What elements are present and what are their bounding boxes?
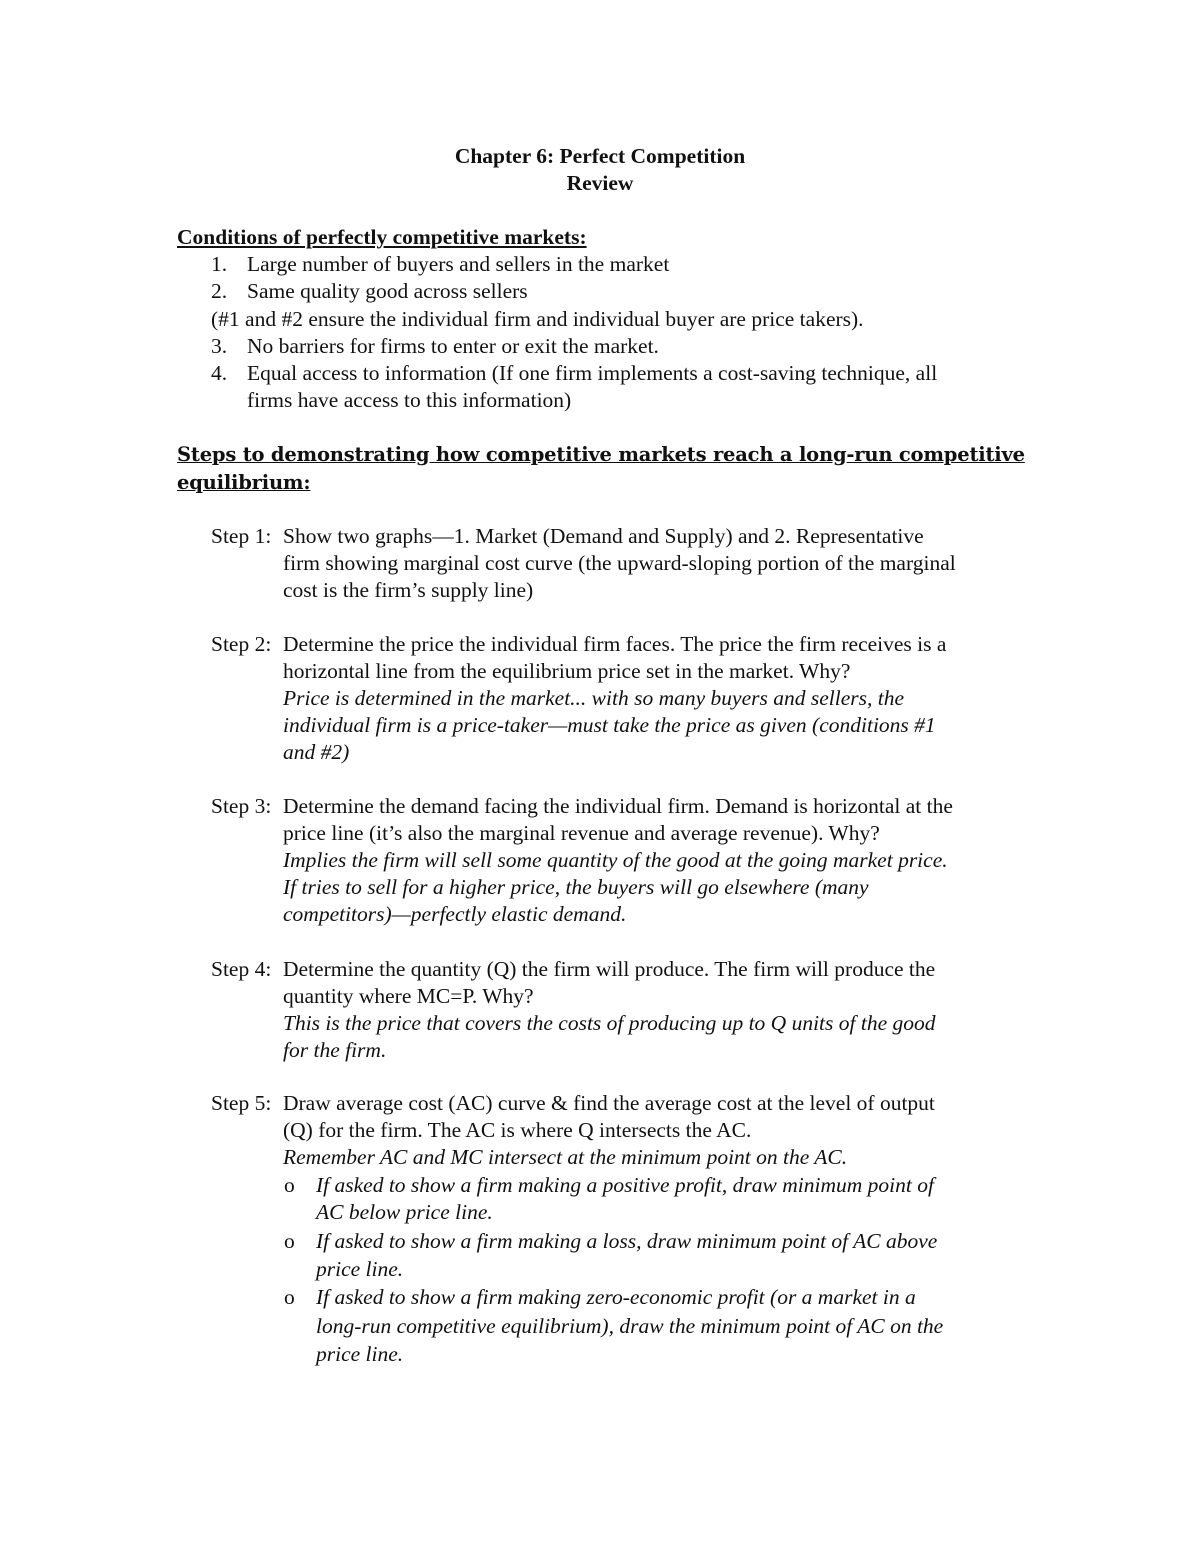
bullet-marker: o bbox=[284, 1173, 295, 1197]
condition-text: No barriers for firms to enter or exit the market. bbox=[247, 334, 659, 358]
step-label: Step 1: bbox=[211, 524, 272, 548]
step-line: (Q) for the firm. The AC is where Q intersects the AC. bbox=[283, 1118, 752, 1142]
step-line: firm showing marginal cost curve (the upward-sloping portion of the marginal bbox=[283, 551, 956, 575]
condition-number: 3. bbox=[211, 334, 228, 358]
step-explanation: individual firm is a price-taker—must take the price as given (conditions #1 bbox=[283, 713, 936, 737]
bullet-text: long-run competitive equilibrium), draw the minimum point of AC on the bbox=[316, 1314, 944, 1338]
bullet-text: If asked to show a firm making a loss, draw minimum point of AC above bbox=[316, 1229, 938, 1253]
step-line: price line (it’s also the marginal revenue and average revenue). Why? bbox=[283, 821, 880, 845]
conditions-note: (#1 and #2 ensure the individual firm and individual buyer are price takers). bbox=[211, 307, 864, 331]
step-label: Step 3: bbox=[211, 794, 272, 818]
bullet-text: If asked to show a firm making zero-economic profit (or a market in a bbox=[316, 1285, 916, 1309]
page-title: Chapter 6: Perfect Competition bbox=[454, 144, 746, 168]
step-explanation: If tries to sell for a higher price, the buyers will go elsewhere (many bbox=[283, 875, 869, 899]
step-line: horizontal line from the equilibrium price set in the market. Why? bbox=[283, 659, 851, 683]
bullet-text: If asked to show a firm making a positive profit, draw minimum point of bbox=[316, 1173, 934, 1197]
condition-text: Large number of buyers and sellers in the market bbox=[247, 252, 670, 276]
step-explanation: and #2) bbox=[283, 740, 350, 764]
bullet-text: AC below price line. bbox=[316, 1200, 493, 1224]
bullet-text: price line. bbox=[316, 1257, 404, 1281]
step-line: Determine the quantity (Q) the firm will produce. The firm will produce the bbox=[283, 957, 936, 981]
step-label: Step 5: bbox=[211, 1091, 272, 1115]
step-explanation: Price is determined in the market... with so many buyers and sellers, the bbox=[283, 686, 905, 710]
step-line: Draw average cost (AC) curve & find the average cost at the level of output bbox=[283, 1091, 935, 1115]
step-label: Step 4: bbox=[211, 957, 272, 981]
condition-text: Same quality good across sellers bbox=[247, 279, 528, 303]
step-label: Step 2: bbox=[211, 632, 272, 656]
step-line: quantity where MC=P. Why? bbox=[283, 984, 534, 1008]
conditions-heading: Conditions of perfectly competitive markets: bbox=[177, 225, 587, 249]
step-explanation: Implies the firm will sell some quantity of the good at the going market price. bbox=[283, 848, 948, 872]
step-explanation: competitors)—perfectly elastic demand. bbox=[283, 902, 627, 926]
condition-text-continued: firms have access to this information) bbox=[247, 388, 572, 412]
condition-number: 4. bbox=[211, 361, 228, 385]
step-line: cost is the firm’s supply line) bbox=[283, 578, 534, 602]
step-line: Determine the demand facing the individual firm. Demand is horizontal at the bbox=[283, 794, 953, 818]
step-explanation: This is the price that covers the costs of producing up to Q units of the good bbox=[283, 1011, 936, 1035]
step-explanation: for the firm. bbox=[283, 1038, 387, 1062]
steps-heading-continued: equilibrium: bbox=[177, 471, 311, 494]
bullet-marker: o bbox=[284, 1229, 295, 1253]
page-subtitle: Review bbox=[566, 171, 634, 195]
step-line: Show two graphs—1. Market (Demand and Supply) and 2. Representative bbox=[283, 524, 924, 548]
condition-text: Equal access to information (If one firm implements a cost-saving technique, all bbox=[247, 361, 938, 385]
bullet-marker: o bbox=[284, 1285, 295, 1309]
step-line: Determine the price the individual firm faces. The price the firm receives is a bbox=[283, 632, 947, 656]
steps-heading: Steps to demonstrating how competitive markets reach a long-run competitive bbox=[177, 443, 1025, 466]
condition-number: 2. bbox=[211, 279, 228, 303]
bullet-text: price line. bbox=[316, 1342, 404, 1366]
condition-number: 1. bbox=[211, 252, 228, 276]
step-explanation: Remember AC and MC intersect at the minimum point on the AC. bbox=[283, 1145, 848, 1169]
